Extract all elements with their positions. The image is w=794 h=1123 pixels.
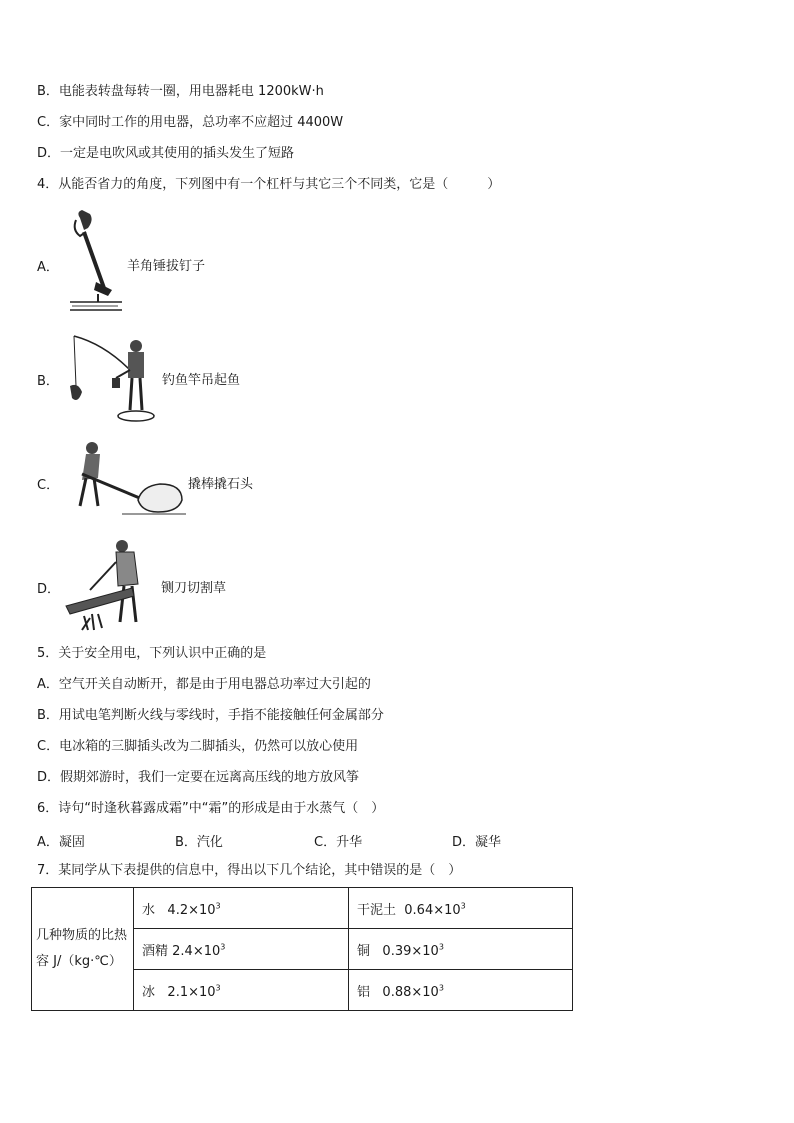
q6-stem: 6．诗句“时逢秋暮露成霜”中“霜”的形成是由于水蒸气（ ）	[37, 801, 385, 816]
hay-cutter-illustration	[64, 540, 160, 632]
q5-option-d: D．假期郊游时，我们一定要在远离高压线的地方放风筝	[37, 770, 360, 785]
exponent: 3	[215, 901, 221, 911]
q4-option-c-caption: 撬棒撬石头	[188, 477, 254, 492]
substance-value: 2.1×10	[167, 984, 216, 1000]
substance-name: 水	[142, 902, 156, 918]
q4-option-b-letter: B．	[37, 374, 59, 389]
substance-value: 0.64×10	[404, 902, 461, 918]
q6-option-c: C．升华	[314, 835, 363, 850]
exponent: 3	[215, 983, 221, 993]
table-cell	[349, 929, 573, 970]
substance-name: 铜	[357, 943, 371, 959]
q6-option-d: D．凝华	[452, 835, 502, 850]
q6-option-a: A．凝固	[37, 835, 85, 850]
q6-option-b: B．汽化	[175, 835, 223, 850]
table-header-line2: 容 J/（kg·℃）	[36, 954, 122, 969]
q4-option-b-caption: 钓鱼竿吊起鱼	[162, 373, 241, 388]
table-cell	[349, 888, 573, 929]
q5-option-a: A．空气开关自动断开，都是由于用电器总功率过大引起的	[37, 677, 371, 692]
substance-name: 冰	[142, 984, 156, 1000]
substance-value: 2.4×10	[172, 943, 221, 959]
table-cell	[134, 888, 349, 929]
claw-hammer-illustration	[68, 210, 124, 314]
q3-option-d: D．一定是电吹风或其使用的插头发生了短路	[37, 146, 295, 161]
substance-value: 0.39×10	[382, 943, 439, 959]
exponent: 3	[438, 983, 444, 993]
q3-option-b: B．电能表转盘每转一圈，用电器耗电 1200kW·h	[37, 84, 324, 99]
substance-name: 干泥土	[357, 902, 397, 918]
table-cell	[134, 929, 349, 970]
exponent: 3	[438, 942, 444, 952]
table-cell	[349, 970, 573, 1011]
table-header-cell	[32, 888, 134, 1011]
specific-heat-table	[31, 887, 573, 1011]
q4-option-c-letter: C．	[37, 478, 60, 493]
substance-value: 0.88×10	[382, 984, 439, 1000]
exponent: 3	[220, 942, 226, 952]
exponent: 3	[460, 901, 466, 911]
table-cell	[134, 970, 349, 1011]
q4-option-a-caption: 羊角锤拔钉子	[127, 259, 206, 274]
q4-option-d-caption: 铡刀切割草	[161, 581, 227, 596]
q4-option-a-letter: A．	[37, 260, 59, 275]
q3-option-c: C．家中同时工作的用电器，总功率不应超过 4400W	[37, 115, 344, 130]
q5-option-b: B．用试电笔判断火线与零线时，手指不能接触任何金属部分	[37, 708, 384, 723]
q5-option-c: C．电冰箱的三脚插头改为二脚插头，仍然可以放心使用	[37, 739, 359, 754]
q4-stem: 4．从能否省力的角度，下列图中有一个杠杆与其它三个不同类，它是（ ）	[37, 177, 501, 192]
substance-value: 4.2×10	[167, 902, 216, 918]
table-row	[32, 888, 573, 929]
q7-stem: 7．某同学从下表提供的信息中，得出以下几个结论，其中错误的是（ ）	[37, 863, 462, 878]
q5-stem: 5．关于安全用电，下列认识中正确的是	[37, 646, 267, 661]
table-header-line1: 几种物质的比热	[36, 928, 128, 943]
substance-name: 酒精	[142, 943, 169, 959]
substance-name: 铝	[357, 984, 371, 1000]
fishing-rod-illustration	[64, 334, 164, 426]
crowbar-illustration	[62, 440, 188, 520]
q4-option-d-letter: D．	[37, 582, 61, 597]
